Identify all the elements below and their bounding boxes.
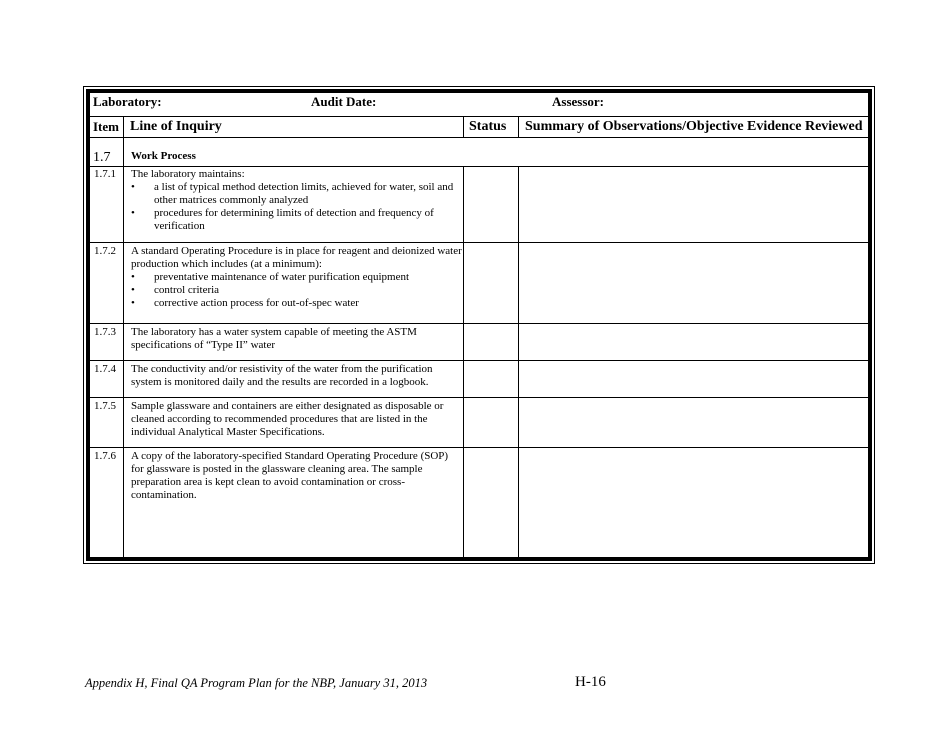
- item-column-divider: [123, 116, 124, 558]
- item-number: 1.7.2: [94, 245, 116, 257]
- inquiry-line: preparation area is kept clean to avoid contamination or cross-: [131, 476, 405, 488]
- line-of-inquiry-column-header: Line of Inquiry: [130, 119, 222, 134]
- page-number: H-16: [575, 674, 606, 690]
- bullet-item: • procedures for determining limits of detection and frequency of verification: [131, 207, 453, 233]
- inquiry-line: A standard Operating Procedure is in place for reagent and deionized water: [131, 245, 462, 257]
- inquiry-line: for glassware is posted in the glassware cleaning area. The sample: [131, 463, 423, 475]
- inquiry-text: [131, 326, 417, 352]
- inquiry-line: The conductivity and/or resistivity of the water from the purification: [131, 363, 433, 375]
- inquiry-text: [131, 168, 453, 233]
- assessor-label: Assessor:: [552, 94, 604, 109]
- item-number: 1.7.3: [94, 326, 116, 338]
- inquiry-line: The laboratory maintains:: [131, 168, 245, 180]
- row-divider-1: [89, 242, 869, 243]
- section-row-divider: [89, 166, 869, 167]
- row-divider-5: [89, 447, 869, 448]
- summary-column-divider: [518, 116, 519, 137]
- bullet-item: • corrective action process for out-of-spec water: [131, 297, 462, 310]
- header-row-divider: [89, 116, 869, 117]
- inquiry-text: [131, 400, 443, 439]
- audit-date-label: Audit Date:: [311, 94, 377, 109]
- summary-column-divider-body: [518, 166, 519, 558]
- inquiry-line: cleaned according to recommended procedures that are listed in the: [131, 413, 428, 425]
- inquiry-line: Sample glassware and containers are either designated as disposable or: [131, 400, 444, 412]
- item-number: 1.7.6: [94, 450, 116, 462]
- inquiry-text: [131, 450, 448, 502]
- bullet-item: • preventative maintenance of water purification equipment: [131, 271, 462, 284]
- inquiry-line: The laboratory has a water system capable of meeting the ASTM: [131, 326, 417, 338]
- section-title: Work Process: [131, 150, 196, 162]
- status-column-divider-left-body: [463, 166, 464, 558]
- bullet-item: • control criteria: [131, 284, 462, 297]
- bullet-list: [131, 181, 453, 233]
- inquiry-line: system is monitored daily and the results are recorded in a logbook.: [131, 376, 429, 388]
- item-number: 1.7.4: [94, 363, 116, 375]
- row-divider-2: [89, 323, 869, 324]
- section-number: 1.7: [93, 150, 111, 165]
- summary-column-header: Summary of Observations/Objective Evidence Reviewed: [525, 119, 863, 134]
- column-header-divider: [89, 137, 869, 138]
- laboratory-label: Laboratory:: [93, 94, 162, 109]
- footer-citation: Appendix H, Final QA Program Plan for the NBP, January 31, 2013: [85, 676, 428, 690]
- inquiry-line: individual Analytical Master Specifications.: [131, 426, 325, 438]
- inquiry-line: A copy of the laboratory-specified Standard Operating Procedure (SOP): [131, 450, 449, 462]
- bullet-item: • a list of typical method detection limits, achieved for water, soil and other matrices commonly analyzed: [131, 181, 453, 207]
- inquiry-line: specifications of “Type II” water: [131, 339, 275, 351]
- row-divider-3: [89, 360, 869, 361]
- status-column-header: Status: [469, 119, 507, 134]
- row-divider-4: [89, 397, 869, 398]
- inquiry-text: [131, 245, 462, 310]
- item-number: 1.7.1: [94, 168, 116, 180]
- bullet-list: [131, 271, 462, 310]
- status-column-divider-left: [463, 116, 464, 137]
- inquiry-line: production which includes (at a minimum):: [131, 258, 322, 270]
- inquiry-text: [131, 363, 433, 389]
- item-column-header: Item: [93, 119, 119, 134]
- item-number: 1.7.5: [94, 400, 116, 412]
- inquiry-line: contamination.: [131, 489, 197, 501]
